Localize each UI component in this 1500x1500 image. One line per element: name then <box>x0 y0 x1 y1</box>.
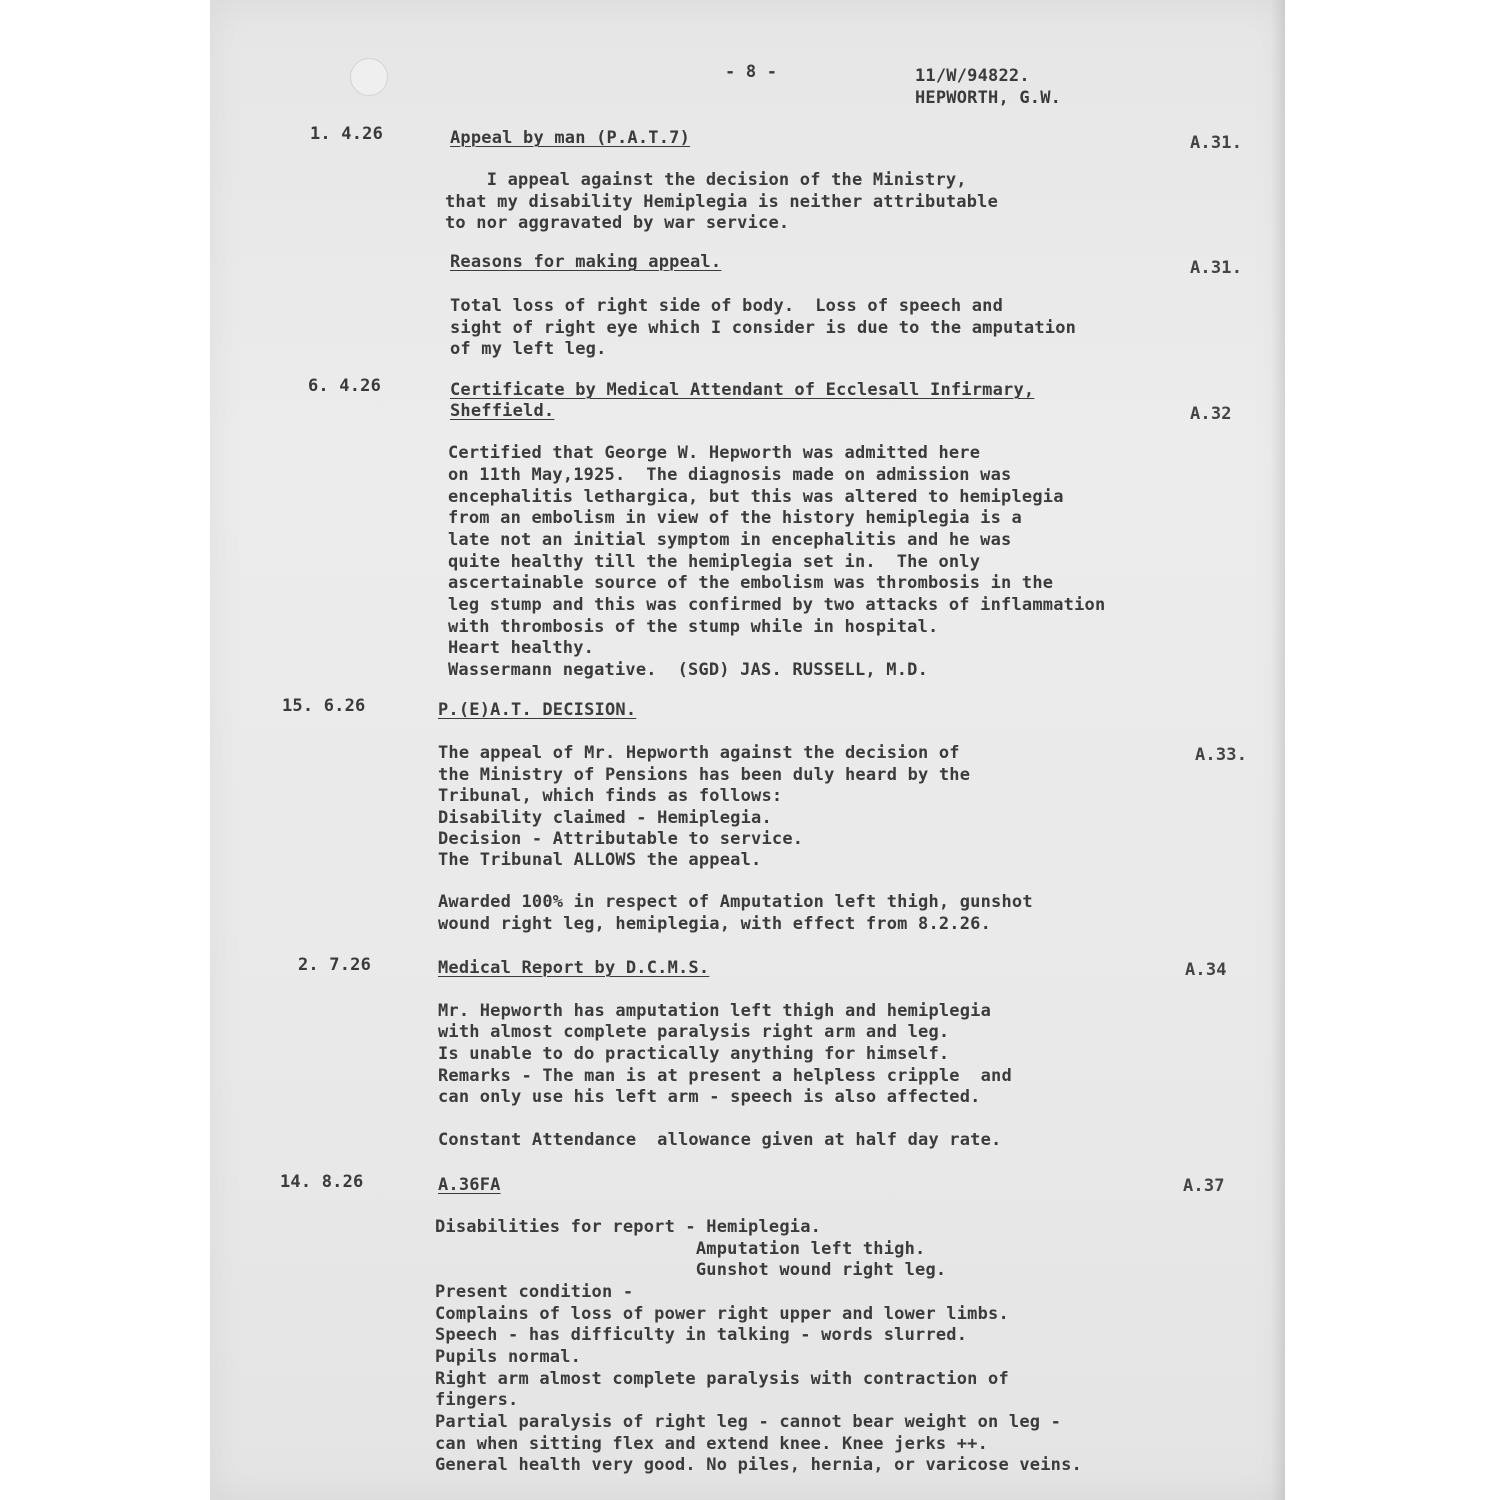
entry-line: Disabilities for report - Hemiplegia. <box>435 1217 822 1237</box>
entry-line: from an embolism in view of the history hemiplegia is a <box>448 508 1022 528</box>
entry-line: can only use his left arm - speech is also affected. <box>438 1087 981 1107</box>
entry-line: Certified that George W. Hepworth was admitted here <box>448 443 981 463</box>
entry-heading: Reasons for making appeal. <box>450 252 722 272</box>
entry-ref: A.34 <box>1185 960 1227 980</box>
entry-line: The Tribunal ALLOWS the appeal. <box>438 850 762 870</box>
entry-line: Pupils normal. <box>435 1347 582 1367</box>
entry-line: the Ministry of Pensions has been duly heard by the <box>438 765 971 785</box>
entry-line: Heart healthy. <box>448 638 595 658</box>
entry-line: Awarded 100% in respect of Amputation left thigh, gunshot <box>438 892 1033 912</box>
entry-ref: A.37 <box>1183 1176 1225 1196</box>
file-number: 11/W/94822. <box>915 66 1030 86</box>
document-page <box>210 0 1285 1500</box>
entry-line: fingers. <box>435 1390 519 1410</box>
entry-line: of my left leg. <box>450 339 607 359</box>
entry-line: Mr. Hepworth has amputation left thigh and hemiplegia <box>438 1001 992 1021</box>
entry-date: 15. 6.26 <box>282 696 366 716</box>
entry-line: I appeal against the decision of the Ministry, <box>445 170 967 190</box>
entry-line: Constant Attendance allowance given at half day rate. <box>438 1130 1002 1150</box>
entry-heading: A.36FA <box>438 1175 501 1195</box>
entry-line: Speech - has difficulty in talking - words slurred. <box>435 1325 968 1345</box>
entry-line: late not an initial symptom in encephalitis and he was <box>448 530 1012 550</box>
entry-line: encephalitis lethargica, but this was altered to hemiplegia <box>448 487 1064 507</box>
entry-line: Partial paralysis of right leg - cannot bear weight on leg - <box>435 1412 1062 1432</box>
entry-date: 1. 4.26 <box>310 124 384 144</box>
entry-line: The appeal of Mr. Hepworth against the decision of <box>438 743 960 763</box>
entry-line: ascertainable source of the embolism was thrombosis in the <box>448 573 1054 593</box>
entry-line: on 11th May,1925. The diagnosis made on admission was <box>448 465 1012 485</box>
entry-date: 2. 7.26 <box>298 955 372 975</box>
entry-line: Tribunal, which finds as follows: <box>438 786 783 806</box>
entry-line: Right arm almost complete paralysis with contraction of <box>435 1369 1009 1389</box>
entry-line: Complains of loss of power right upper and lower limbs. <box>435 1304 1009 1324</box>
entry-date: 14. 8.26 <box>280 1172 364 1192</box>
entry-line: that my disability Hemiplegia is neither attributable <box>445 192 999 212</box>
entry-heading: Medical Report by D.C.M.S. <box>438 958 710 978</box>
entry-line: Wassermann negative. (SGD) JAS. RUSSELL, M.D. <box>448 660 929 680</box>
entry-heading-line2: Sheffield. <box>450 401 555 421</box>
entry-line: Disability claimed - Hemiplegia. <box>438 808 772 828</box>
entry-line: wound right leg, hemiplegia, with effect from 8.2.26. <box>438 914 992 934</box>
punch-hole <box>350 58 388 96</box>
entry-line: Total loss of right side of body. Loss of speech and <box>450 296 1004 316</box>
entry-line: leg stump and this was confirmed by two attacks of inflammation <box>448 595 1106 615</box>
entry-heading: Certificate by Medical Attendant of Ecclesall Infirmary, <box>450 380 1035 400</box>
entry-line: General health very good. No piles, hernia, or varicose veins. <box>435 1455 1082 1475</box>
entry-line: Present condition - <box>435 1282 634 1302</box>
entry-line: sight of right eye which I consider is due to the amputation <box>450 318 1077 338</box>
entry-line: can when sitting flex and extend knee. Knee jerks ++. <box>435 1434 989 1454</box>
entry-date: 6. 4.26 <box>308 376 382 396</box>
subject-name: HEPWORTH, G.W. <box>915 88 1062 108</box>
entry-ref: A.31. <box>1190 258 1243 278</box>
entry-ref: A.31. <box>1190 133 1243 153</box>
entry-ref: A.33. <box>1195 745 1248 765</box>
entry-line: to nor aggravated by war service. <box>445 213 790 233</box>
page-number: - 8 - <box>725 62 778 82</box>
entry-line: Decision - Attributable to service. <box>438 829 804 849</box>
entry-line: Remarks - The man is at present a helpless cripple and <box>438 1066 1012 1086</box>
entry-heading: P.(E)A.T. DECISION. <box>438 700 637 720</box>
entry-line: Is unable to do practically anything for himself. <box>438 1044 950 1064</box>
entry-heading: Appeal by man (P.A.T.7) <box>450 128 691 148</box>
entry-line: with thrombosis of the stump while in hospital. <box>448 617 939 637</box>
entry-line: Amputation left thigh. <box>435 1239 926 1259</box>
entry-line: Gunshot wound right leg. <box>435 1260 947 1280</box>
entry-line: quite healthy till the hemiplegia set in. The only <box>448 552 981 572</box>
entry-ref: A.32 <box>1190 404 1232 424</box>
entry-line: with almost complete paralysis right arm and leg. <box>438 1022 950 1042</box>
